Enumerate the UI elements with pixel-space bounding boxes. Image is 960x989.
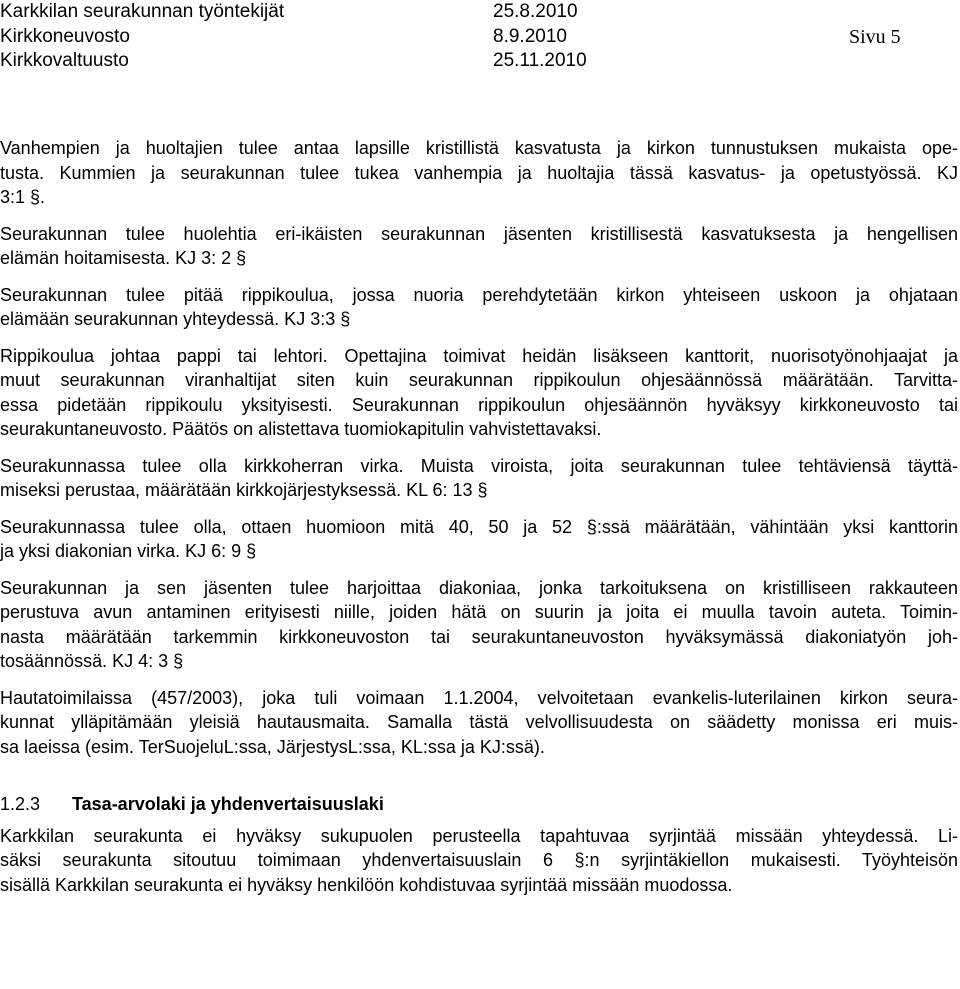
text-line: Seurakunnassa tulee olla, ottaen huomioon mitä 40, 50 ja 52 §:ssä määrätään, vähintään yksi kanttorin <box>0 516 958 537</box>
text-line: essa pidetään rippikoulu yksityisesti. Seurakunnan rippikoulun ohjesäännön hyväksyy kirkkoneuvosto tai <box>0 394 958 415</box>
section-number: 1.2.3 <box>0 794 41 814</box>
text-line: Seurakunnan tulee huolehtia eri-ikäisten seurakunnan jäsenten kristillisestä kasvatuksesta ja hengellisen <box>0 223 958 244</box>
paragraph <box>0 283 958 332</box>
header-label: Kirkkovaltuusto <box>0 50 129 71</box>
text-line: elämään seurakunnan yhteydessä. KJ 3:3 § <box>0 309 351 329</box>
text-line: nasta määrätään tarkemmin kirkkoneuvoston tai seurakuntaneuvoston hyväksymässä diakoniatyön joh- <box>0 626 958 647</box>
text-line: Hautatoimilaissa (457/2003), joka tuli voimaan 1.1.2004, velvoitetaan evankelis-luterilainen kirkon seura- <box>0 687 958 708</box>
text-line: elämän hoitamisesta. KJ 3: 2 § <box>0 248 247 268</box>
paragraph <box>0 344 958 442</box>
text-line: sisällä Karkkilan seurakunta ei hyväksy henkilöön kohdistuvaa syrjintää missään muodossa. <box>0 874 733 895</box>
header-date: 25.8.2010 <box>493 1 578 22</box>
text-line: Vanhempien ja huoltajien tulee antaa lapsille kristillistä kasvatusta ja kirkon tunnustuksen mukaista ope- <box>0 138 958 158</box>
section-heading <box>0 792 958 817</box>
section-title: Tasa-arvolaki ja yhdenvertaisuuslaki <box>72 794 384 814</box>
text-line: miseksi perustaa, määrätään kirkkojärjestyksessä. KL 6: 13 § <box>0 480 488 500</box>
text-line: säksi seurakunta sitoutuu toimimaan yhdenvertaisuuslain 6 §:n syrjintäkiellon mukaisesti. Työyhteisön <box>0 850 958 870</box>
text-line: Seurakunnan ja sen jäsenten tulee harjoittaa diakoniaa, jonka tarkoituksena on kristilliseen rakkauteen <box>0 577 958 598</box>
text-line: Seurakunnan tulee pitää rippikoulua, jossa nuoria perehdytetään kirkon yhteiseen uskoon ja ohjataan <box>0 284 958 305</box>
text-line: kunnat ylläpitämään yleisiä hautausmaita. Samalla tästä velvollisuudesta on säädetty monissa eri muis- <box>0 712 958 732</box>
header-row-staff <box>0 0 960 25</box>
text-line: seurakuntaneuvosto. Päätös on alistettava tuomiokapitulin vahvistettavaksi. <box>0 419 602 439</box>
text-line: Rippikoulua johtaa pappi tai lehtori. Opettajina toimivat heidän lisäkseen kanttorit, nuorisotyönohjaajat ja <box>0 345 958 366</box>
paragraph <box>0 515 958 564</box>
text-line: ja yksi diakonian virka. KJ 6: 9 § <box>0 541 257 561</box>
section-paragraph <box>0 824 958 898</box>
text-line: tosäännössä. KJ 4: 3 § <box>0 651 184 671</box>
header-label: Karkkilan seurakunnan työntekijät <box>0 1 285 22</box>
document-body <box>0 136 958 909</box>
page-header <box>0 0 960 74</box>
text-line: muut seurakunnan viranhaltijat siten kuin seurakunnan rippikoulun ohjesäännössä määrätään. Tarvitta- <box>0 370 958 390</box>
paragraph <box>0 576 958 674</box>
text-line: Seurakunnassa tulee olla kirkkoherran virka. Muista viroista, joita seurakunnan tulee tehtäviensä täyttä- <box>0 455 958 476</box>
text-line: perustuva avun antaminen erityisesti niille, joiden hätä on suurin ja joita ei muulla tavoin auteta. Toimin- <box>0 602 958 622</box>
text-line: 3:1 §. <box>0 187 46 207</box>
paragraph <box>0 222 958 271</box>
paragraph <box>0 686 958 760</box>
header-date: 25.11.2010 <box>493 50 587 71</box>
header-row-parish-council <box>0 49 960 74</box>
page-number: Sivu 5 <box>849 25 901 48</box>
paragraph <box>0 454 958 503</box>
header-label: Kirkkoneuvosto <box>0 25 130 47</box>
paragraph <box>0 136 958 210</box>
text-line: Karkkilan seurakunta ei hyväksy sukupuolen perusteella tapahtuvaa syrjintää missään yhteydessä. Li- <box>0 825 958 846</box>
header-date: 8.9.2010 <box>493 25 567 47</box>
text-line: sa laeissa (esim. TerSuojeluL:ssa, JärjestysL:ssa, KL:ssa ja KJ:ssä). <box>0 736 545 757</box>
header-row-church-council <box>0 25 960 50</box>
text-line: tusta. Kummien ja seurakunnan tulee tukea vanhempia ja huoltajia tässä kasvatus- ja opetustyössä. KJ <box>0 162 958 183</box>
